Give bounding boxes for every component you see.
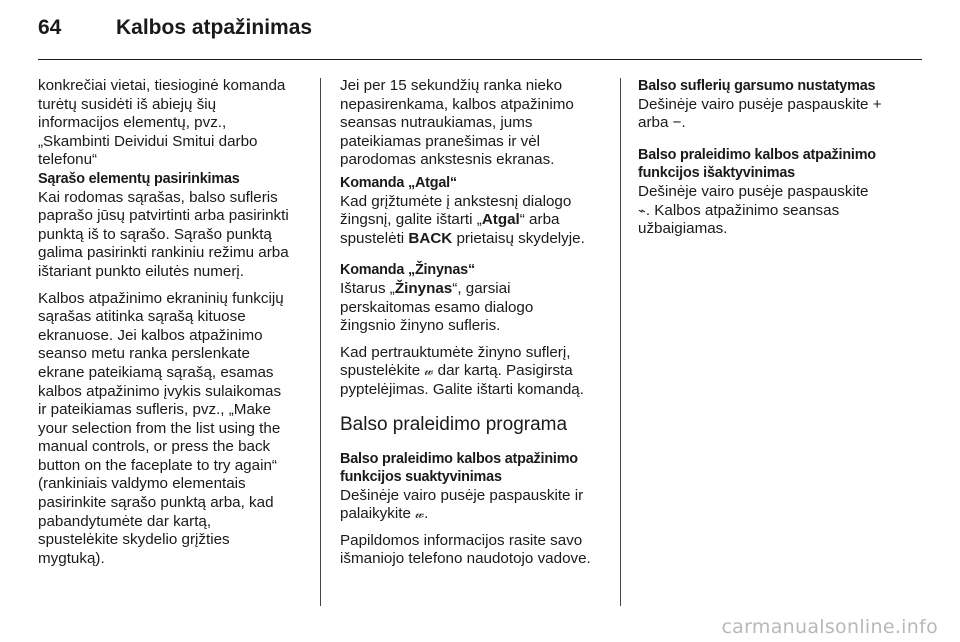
text-line: spustelėti BACK prietaisų skydelyje. xyxy=(340,229,585,247)
subheading-help-command: Komanda „Žinynas“ xyxy=(340,262,475,279)
more-info-paragraph xyxy=(340,532,610,569)
end-call-icon: ⌁ xyxy=(638,202,646,218)
volume-paragraph xyxy=(638,96,922,133)
voice-button-icon: 𝓌 xyxy=(424,363,434,379)
column-divider-1 xyxy=(320,78,321,606)
text-line: žingsnio žinyno sufleris. xyxy=(340,317,501,335)
text-line: arba −. xyxy=(638,114,686,132)
subheading-list-selection: Sąrašo elementų pasirinkimas xyxy=(38,170,240,187)
text-line: Kai rodomas sąrašas, balso sufleris xyxy=(38,188,278,206)
column-2 xyxy=(340,77,610,569)
column-divider-2 xyxy=(620,78,621,606)
help-command-paragraph xyxy=(340,280,610,336)
text-line: pateikiamas pranešimas ir vėl xyxy=(340,132,541,150)
continuation-paragraph xyxy=(38,77,310,170)
interrupt-paragraph xyxy=(340,344,610,400)
text-line: pabandytumėte dar kartą, xyxy=(38,512,212,530)
back-command-paragraph xyxy=(340,193,610,249)
text-line: punktą iš to sąrašo. Sąrašo punktą xyxy=(38,225,272,243)
section-title: Balso praleidimo programa xyxy=(340,413,568,435)
header-rule xyxy=(38,59,922,60)
text-line: mygtuką). xyxy=(38,549,105,567)
text-line: parodomas ankstesnis ekranas. xyxy=(340,151,555,169)
text-line: išmaniojo telefono naudotojo vadove. xyxy=(340,550,591,568)
text-line: ir pateikiamas sufleris, pvz., „Make xyxy=(38,401,271,419)
text-line: žingsnį, galite ištarti „Atgal“ arba xyxy=(340,211,560,229)
minus-icon: − xyxy=(672,114,682,132)
text-line: button on the faceplate to try again“ xyxy=(38,456,277,474)
watermark-logo: carmanualsonline.info xyxy=(721,616,938,638)
text-line: sąrašas atitinka sąrašą kituose xyxy=(38,308,246,326)
column-3 xyxy=(638,77,922,239)
text-line: spustelėkite skydelio grįžties xyxy=(38,531,230,549)
text-line: paprašo jūsų patvirtinti arba pasirinkti xyxy=(38,207,289,225)
text-line: manual controls, or press the back xyxy=(38,438,271,456)
plus-icon: + xyxy=(872,95,882,113)
text-line: Kad grįžtumėte į ankstesnį dialogo xyxy=(340,192,572,210)
text-line: Dešinėje vairo pusėje paspauskite xyxy=(638,182,869,200)
text-line: informacijos elementų, pvz., xyxy=(38,114,227,132)
text-line: pyptelėjimas. Galite ištarti komandą. xyxy=(340,380,584,398)
subheading-volume: Balso suflerių garsumo nustatymas xyxy=(638,78,876,94)
text-line: spustelėkite 𝓌 dar kartą. Pasigirsta xyxy=(340,362,573,380)
keyword-atgal: Atgal xyxy=(481,211,520,229)
subheading-back-command: Komanda „Atgal“ xyxy=(340,174,457,191)
timeout-paragraph xyxy=(340,77,610,170)
text-line: galima pasirinkti rankiniu režimu arba xyxy=(38,244,289,262)
keyword-back: BACK xyxy=(408,229,453,247)
activate-paragraph xyxy=(340,487,610,524)
text-line: ekranuose. Jei kalbos atpažinimo xyxy=(38,326,263,344)
list-selection-paragraph xyxy=(38,189,310,282)
page-number: 64 xyxy=(38,16,62,39)
keyword-zinynas: Žinynas xyxy=(394,279,453,297)
text-line: perskaitomas esamo dialogo xyxy=(340,298,534,316)
text-line: seanso metu ranka perslenkate xyxy=(38,345,250,363)
text-line: telefonu“ xyxy=(38,151,98,169)
page-header xyxy=(38,16,312,50)
text-line: Ištarus „Žinynas“, garsiai xyxy=(340,279,511,297)
text-line: užbaigiamas. xyxy=(638,220,728,238)
text-line: nepasirenkama, kalbos atpažinimo xyxy=(340,95,574,113)
text-line: „Skambinti Deividui Smitui darbo xyxy=(38,132,258,150)
subheading-activate: Balso praleidimo kalbos atpažinimo funkcijos suaktyvinimas xyxy=(340,450,578,486)
text-line: ištariant punkto eilutės numerį. xyxy=(38,262,244,280)
text-line: seansas nutraukiamas, jums xyxy=(340,114,533,132)
text-line: konkrečiai vietai, tiesioginė komanda xyxy=(38,77,286,94)
text-line: Jei per 15 sekundžių ranka nieko xyxy=(340,77,563,94)
text-line: Dešinėje vairo pusėje paspauskite ir xyxy=(340,486,584,504)
text-line: ekrane pateikiamą sąrašą, esamas xyxy=(38,363,274,381)
voice-button-icon: 𝓌 xyxy=(415,506,425,522)
text-line: Kalbos atpažinimo ekraninių funkcijų xyxy=(38,289,284,307)
screen-list-paragraph xyxy=(38,290,310,569)
text-line: (rankiniais valdymo elementais xyxy=(38,475,246,493)
text-line: your selection from the list using the xyxy=(38,419,281,437)
text-line: Dešinėje vairo pusėje paspauskite + xyxy=(638,95,882,113)
text-line: turėtų susidėti iš abiejų šių xyxy=(38,95,217,113)
text-line: ⌁. Kalbos atpažinimo seansas xyxy=(638,201,840,219)
text-line: kalbos atpažinimo įvykis sulaikomas xyxy=(38,382,282,400)
chapter-title: Kalbos atpažinimas xyxy=(116,16,313,39)
text-line: pasirinkite sąrašo punktą arba, kad xyxy=(38,494,274,512)
subheading-deactivate: Balso praleidimo kalbos atpažinimo funkcijos išaktyvinimas xyxy=(638,146,876,182)
column-1 xyxy=(38,77,310,568)
deactivate-paragraph xyxy=(638,183,922,239)
text-line: palaikykite 𝓌. xyxy=(340,505,429,523)
text-line: Papildomos informacijos rasite savo xyxy=(340,531,583,549)
text-line: Kad pertrauktumėte žinyno suflerį, xyxy=(340,343,571,361)
